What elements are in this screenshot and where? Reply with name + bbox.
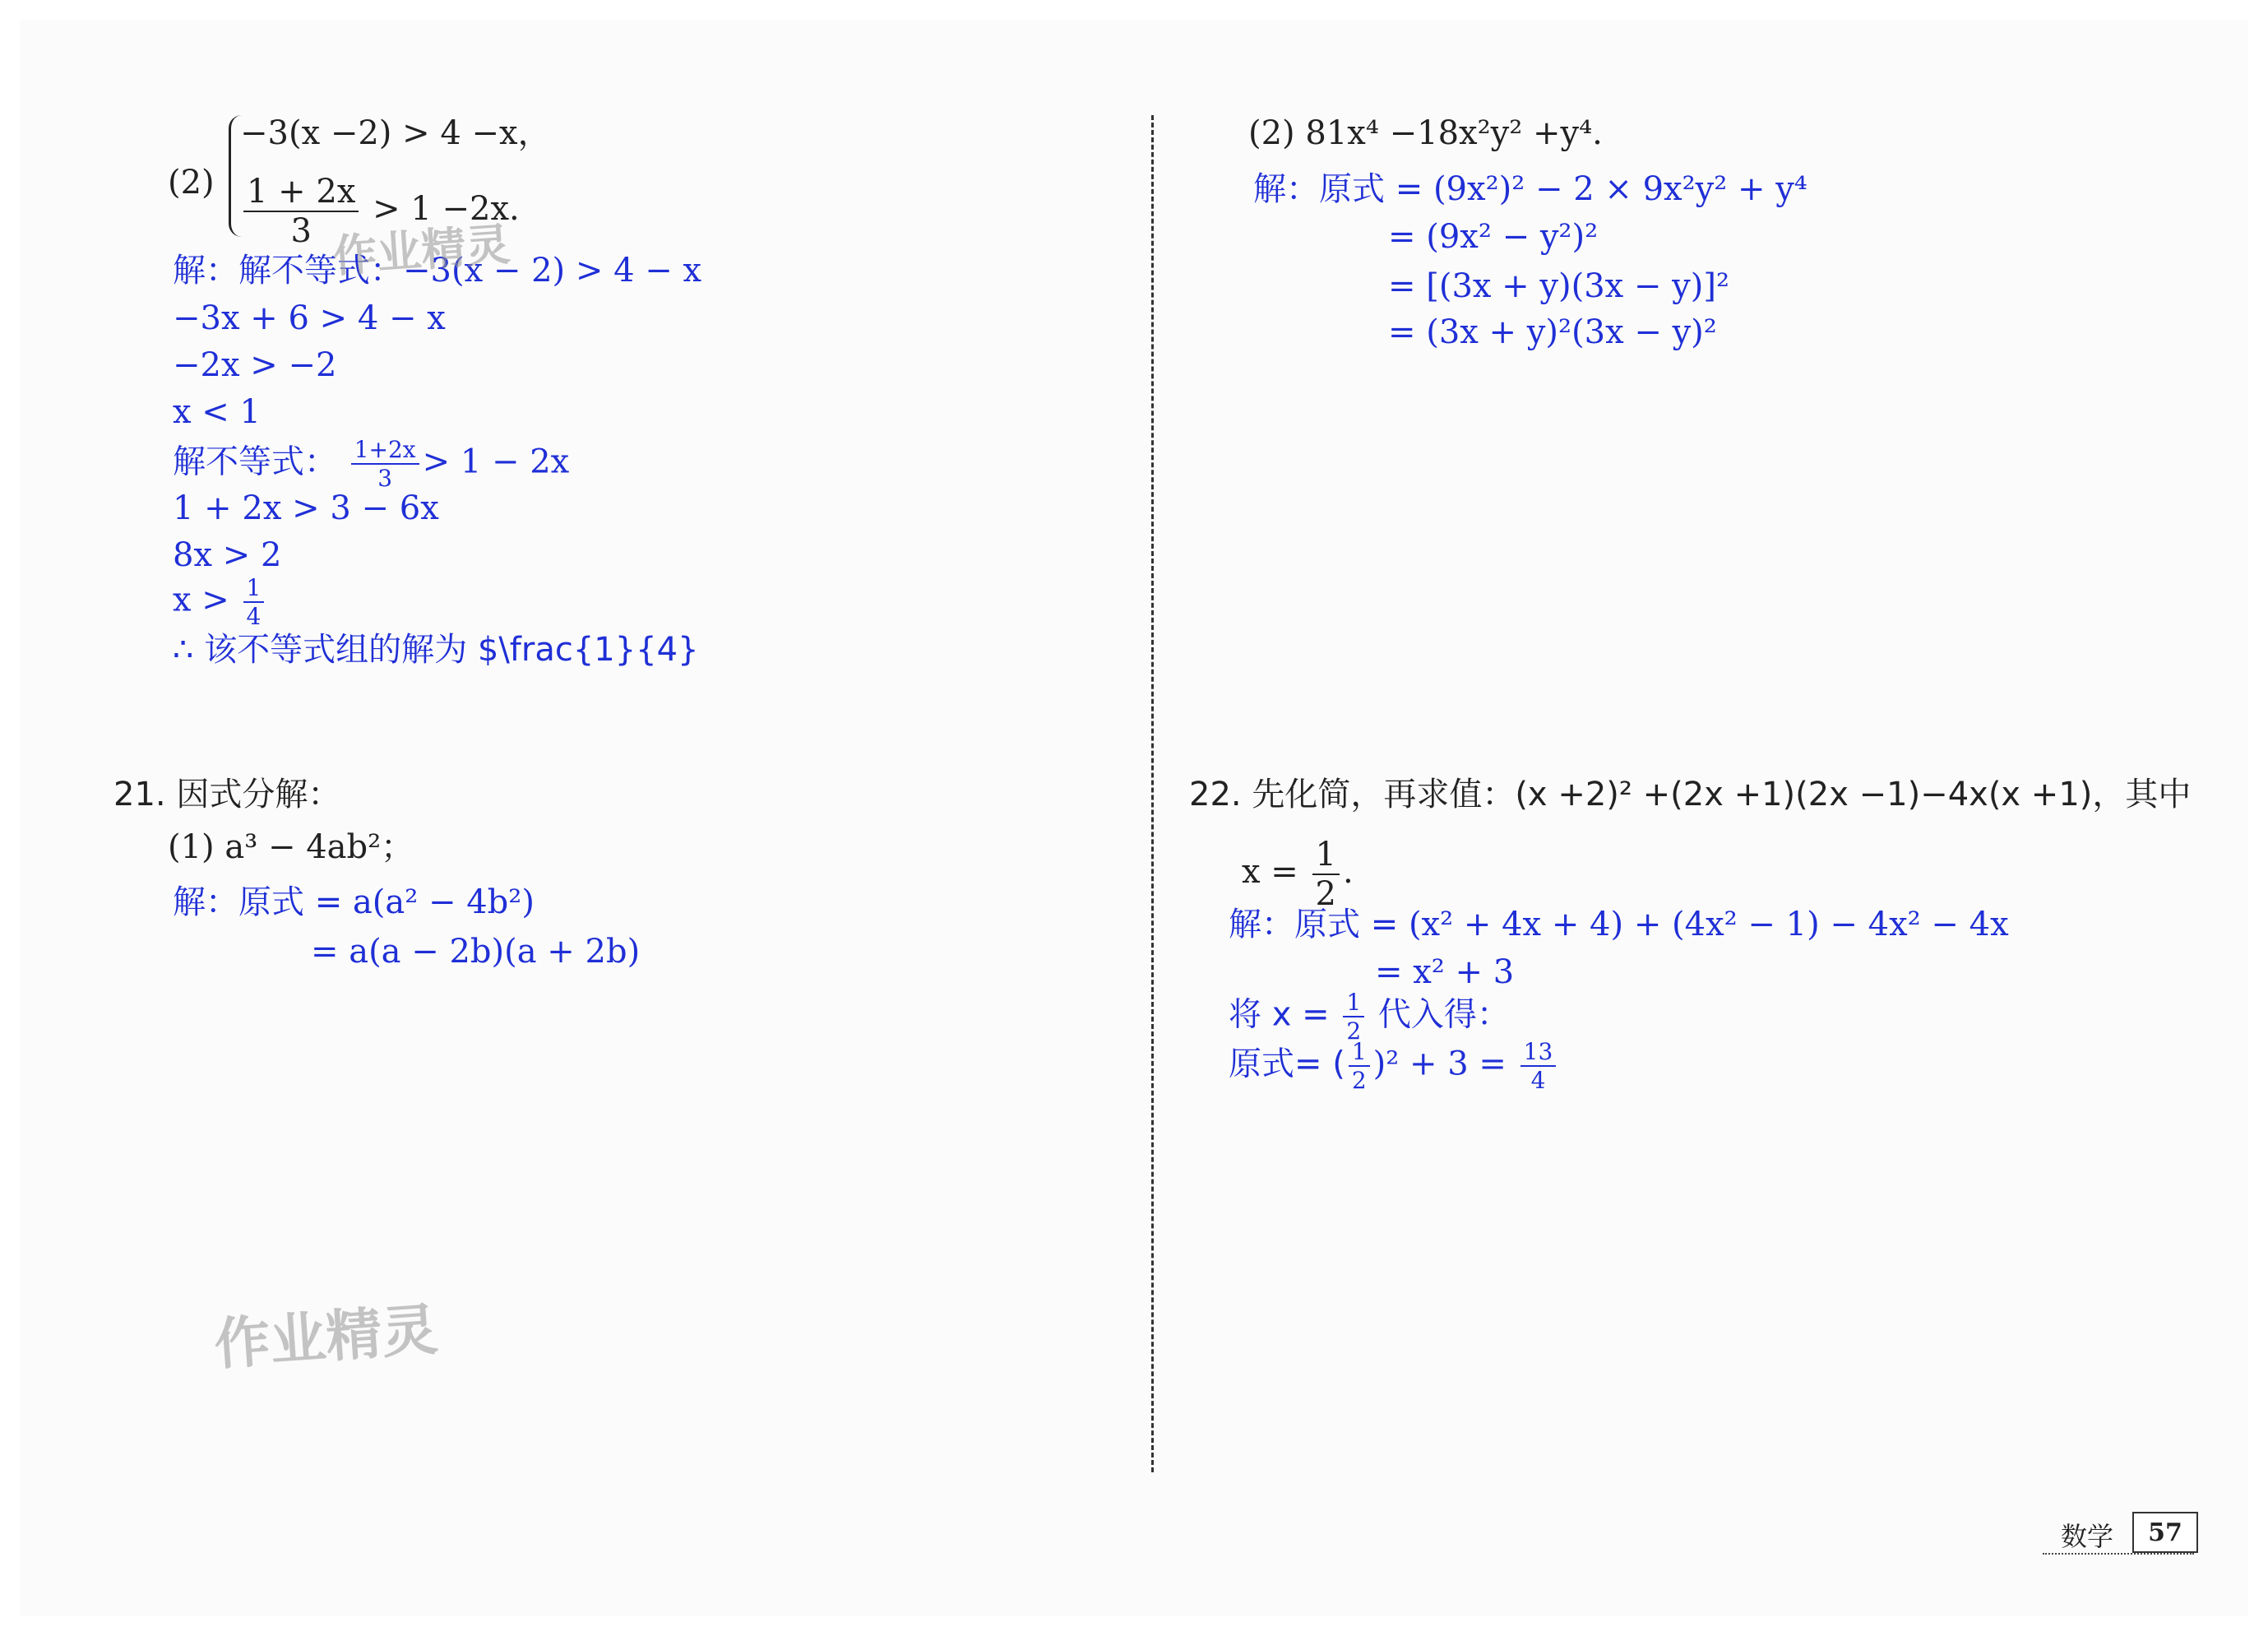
q21-title: 21. 因式分解： <box>113 776 341 813</box>
fraction-numerator: 1 <box>243 576 265 603</box>
sol2-line5-rest: > 1 − 2x <box>422 443 570 481</box>
q22-sol-line4 <box>1229 1040 1559 1093</box>
q22-title: 22. 先化简，再求值：(x +2)² +(2x +1)(2x −1)−4x(x +1)，其中 <box>1189 776 2192 813</box>
sol2-line2: −3x + 6 > 4 − x <box>173 299 446 337</box>
fraction-denominator: 4 <box>1530 1067 1546 1095</box>
right-p2-expr: 81x⁴ −18x²y² +y⁴. <box>1305 114 1603 152</box>
right-sol-line1 <box>1253 170 1807 208</box>
sol2-line1-prefix: 解：解不等式： <box>173 252 403 290</box>
right-sol-prefix: 解：原式 = <box>1253 170 1423 208</box>
sol2-line8 <box>173 576 267 629</box>
q21-sol-line1 <box>173 883 535 921</box>
right-sol-line3: = [(3x + y)(3x − y)]² <box>1388 267 1729 305</box>
fraction-numerator: 1+2x <box>351 438 419 465</box>
q22-sol-line3 <box>1229 990 1510 1044</box>
q22-sol3-prefix: 将 x = <box>1229 995 1330 1034</box>
q21-part1: (1) a³ − 4ab²； <box>168 828 414 866</box>
sol2-line8-fraction <box>243 576 265 629</box>
fraction-denominator: 2 <box>1346 1017 1362 1045</box>
q22-sol4-fraction <box>1349 1040 1370 1093</box>
q22-sol4-result-fraction <box>1520 1040 1557 1093</box>
right-p2-label: (2) <box>1248 114 1295 152</box>
right-sol-line4: = (3x + y)²(3x − y)² <box>1388 313 1717 351</box>
q22-sol4-prefix: 原式= ( <box>1229 1045 1345 1083</box>
fraction-denominator: 2 <box>1315 875 1336 913</box>
q22-x-suffix: . <box>1342 853 1354 891</box>
left-p2-line1: −3(x −2) > 4 −x， <box>240 114 551 152</box>
sol2-line1-expr: −3(x − 2) > 4 − x <box>403 252 702 290</box>
left-p2-line2-rest: > 1 −2x. <box>373 190 520 228</box>
fraction-numerator: 13 <box>1520 1040 1557 1067</box>
sol2-line4: x < 1 <box>173 393 261 431</box>
q22-sol3-suffix: 代入得： <box>1377 995 1510 1034</box>
sol2-line3: −2x > −2 <box>173 346 337 384</box>
fraction-denominator: 3 <box>290 212 312 250</box>
q22-sol3-fraction <box>1343 990 1364 1044</box>
q22-x-fraction <box>1312 837 1340 911</box>
q21-sol-expr1: a(a² − 4b²) <box>352 883 535 921</box>
q21-sol-prefix: 解：原式 = <box>173 883 343 921</box>
sol2-line7: 8x > 2 <box>173 536 282 574</box>
watermark-top: 作业精灵 <box>331 218 512 283</box>
sol2-line8-prefix: x > <box>173 581 229 619</box>
q21-sol-line2: = a(a − 2b)(a + 2b) <box>311 933 641 971</box>
left-p2-label: (2) <box>168 164 215 202</box>
column-divider <box>1151 115 1154 1472</box>
q22-sol-line1 <box>1229 908 2009 941</box>
fraction-denominator: 3 <box>377 465 393 493</box>
right-sol-line2: = (9x² − y²)² <box>1388 218 1599 256</box>
right-p2 <box>1248 114 1603 152</box>
footer-subject: 数学 <box>2061 1521 2114 1552</box>
page-number: 57 <box>2132 1512 2198 1553</box>
q22-sol4-mid: )² + 3 = <box>1372 1045 1507 1083</box>
q22-sol-expr1: (x² + 4x + 4) + (4x² − 1) − 4x² − 4x <box>1408 906 2009 943</box>
fraction-numerator: 1 <box>1312 837 1340 875</box>
sol2-conclusion: ∴ 该不等式组的解为 $\frac{1}{4} <box>173 631 699 669</box>
sol2-line5-fraction <box>351 438 419 491</box>
q22-sol-line2: = x² + 3 <box>1375 953 1515 991</box>
fraction-numerator: 1 <box>1349 1040 1370 1067</box>
fraction-denominator: 2 <box>1351 1067 1367 1095</box>
q22-x-prefix: x = <box>1242 853 1298 891</box>
footer-dotted-rule <box>2043 1553 2194 1555</box>
watermark-bottom: 作业精灵 <box>211 1297 440 1379</box>
sol2-line5 <box>173 438 569 491</box>
sol2-line5-prefix: 解不等式： <box>173 443 337 481</box>
sol2-line6: 1 + 2x > 3 − 6x <box>173 489 439 527</box>
q22-x-value <box>1242 837 1354 911</box>
q22-sol-prefix: 解：原式 = <box>1229 906 1399 943</box>
fraction-numerator: 1 + 2x <box>243 174 359 212</box>
fraction-denominator: 4 <box>246 603 262 631</box>
fraction-numerator: 1 <box>1343 990 1364 1017</box>
right-sol-expr1: (9x²)² − 2 × 9x²y² + y⁴ <box>1433 170 1807 208</box>
